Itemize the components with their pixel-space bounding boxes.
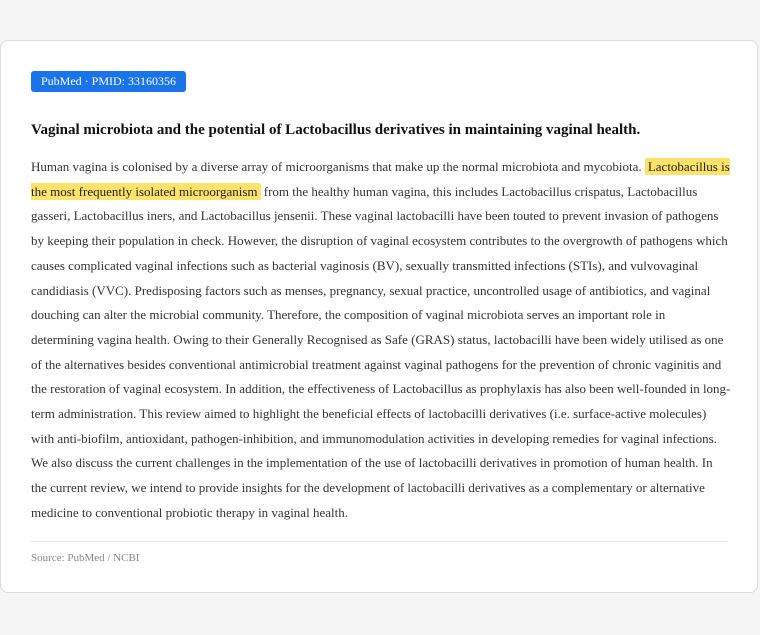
abstract-after: from the healthy human vagina, this includes Lactobacillus crispatus, Lactobacillus gasseri, Lactobacillus iners, and Lactobacillus jensenii. These vaginal lactobacilli have been touted to prevent invasion of pathogens by keeping their population in check. However, the disruption of vaginal ecosystem contributes to the overgrowth of pathogens which causes complicated vaginal infections such as bacterial vaginosis (BV), sexually transmitted infections (STIs), and vulvovaginal candidiasis (VVC). Predisposing factors such as menses, pregnancy, sexual practice, uncontrolled usage of antibiotics, and vaginal douching can alter the microbial community. Therefore, the composition of vaginal microbiota serves an important role in determining vagina health. Owing to their Generally Recognised as Safe (GRAS) status, lactobacilli have been widely utilised as one of the alternatives besides conventional antimicrobial treatment against vaginal pathogens for the prevention of chronic vaginitis and the restoration of vaginal ecosystem. In addition, the effectiveness of Lactobacillus as prophylaxis has also been well-founded in long-term administration. This review aimed to highlight the beneficial effects of lactobacilli derivatives (i.e. surface-active molecules) with anti-biofilm, antioxidant, pathogen-inhibition, and immunomodulation activities in developing remedies for vaginal infections. We also discuss the current challenges in the implementation of the use of lactobacilli derivatives in promotion of human health. In the current review, we intend to provide insights for the development of lactobacilli derivatives as a complementary or alternative medicine to conventional probiotic therapy in vaginal health. bbox=[31, 183, 731, 520]
abstract-text bbox=[31, 155, 731, 526]
abstract-before: Human vagina is colonised by a diverse array of microorganisms that make up the normal microbiota and mycobiota. bbox=[31, 159, 645, 174]
source-footer: Source: PubMed / NCBI bbox=[31, 552, 140, 564]
source-badge: PubMed · PMID: 33160356 bbox=[31, 71, 186, 92]
highlighted-sentence: Lactobacillus is the most frequently isolated microorganism bbox=[31, 159, 730, 199]
article-card bbox=[0, 40, 758, 593]
article-title: Vaginal microbiota and the potential of Lactobacillus derivatives in maintaining vaginal health. bbox=[31, 122, 641, 138]
divider bbox=[31, 541, 728, 542]
